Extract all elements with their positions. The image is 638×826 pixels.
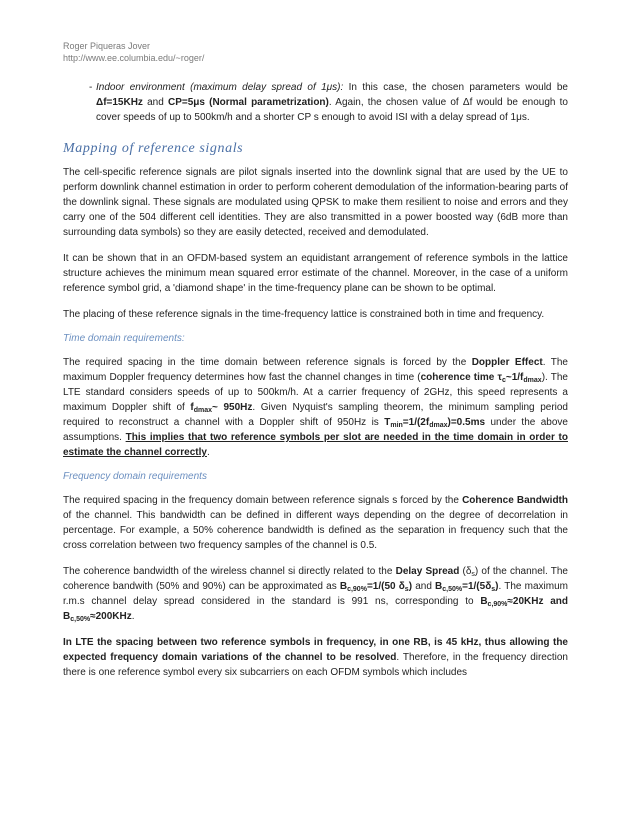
author-url[interactable]: http://www.ee.columbia.edu/~roger/ [63,53,205,63]
bullet-lead: Indoor environment (maximum delay spread of 1μs): [96,82,344,93]
time-domain-heading: Time domain requirements: [63,333,185,344]
paragraph-placing: The placing of these reference signals in the time-frequency lattice is constrained both in time and frequency. [63,309,545,320]
paragraph-coherence-bandwidth: The required spacing in the frequency domain between reference signals s forced by the Coherence Bandwidth of the channel. This bandwidth can be defined in different ways depending on the degree of decorrelation in percentage. For example, a 50% coherence bandwidth is defined as the separation in frequency such that the cross correlation between two frequency samples of the channel is 0.5. [63,495,568,551]
section-title: Mapping of reference signals [63,141,244,156]
bullet-dash: - [89,82,93,93]
paragraph-lte-spacing: In LTE the spacing between two reference symbols in frequency, in one RB, is 45 kHz, thus allowing the expected frequency domain variations of the channel to be resolved. Therefore, in the frequency direction there is one reference symbol every six subcarriers on each OFDM symbols which includes [63,637,568,678]
author-name: Roger Piqueras Jover [63,41,151,51]
paragraph-equidistant: It can be shown that in an OFDM-based system an equidistant arrangement of reference symbols in the lattice structure achieves the minimum mean squared error estimate of the channel. Moreover, in the case of a uniform reference symbol grid, a 'diamond shape' in the time-frequency plane can be shown to be optimal. [63,253,568,294]
document-page [63,40,568,680]
frequency-domain-heading: Frequency domain requirements [63,471,207,482]
paragraph-time-domain: The required spacing in the time domain between reference signals is forced by the Doppler Effect. The maximum Doppler frequency determines how fast the channel changes in time (coherence time $\tau_c\sim 1/f_{dmax}$). The LTE standard considers speeds of up to 500km/h. At a carrier frequency of 2GHz, this speed represents a maximum Doppler shift of $f_{dmax}\sim$ 950Hz. Given Nyquist's sampling theorem, the minimum sampling period required to reconstruct a channel with a Doppler shift of 950Hz is $T_{min}=1/(2f_{dmax})=0.5ms$ under the above assumptions. This implies that two reference symbols per slot are needed in the time domain in order to estimate the channel correctly. [63,357,568,458]
paragraph-delay-spread: The coherence bandwidth of the wireless channel si directly related to the Delay Spread $(\delta_s)$ of the channel. The coherence bandwith (50% and 90%) can be approximated as $B_{c,90\%}=1/(50$ $\delta_s$) and $B_{c,50\%}=1/(5\delta_s)$. The maximum r.m.s channel delay spread considered in the standard is 991 ns, corresponding to $B_{c,90\%}\approx 20KHz$ and $B_{c,50\%}\approx 200KHz$. [63,566,568,623]
bullet-indoor-environment: - Indoor environment (maximum delay spread of 1μs): In this case, the chosen parameters would be Δf=15KHz and CP=5μs (Normal parametrization). Again, the chosen value of Δf would be enough to cover speeds of up to 500km/h and a shorter CP s enough to avoid ISI with a delay spread of 1μs. [89,82,568,123]
paragraph-reference-signals: The cell-specific reference signals are pilot signals inserted into the downlink signal that are used by the UE to perform downlink channel estimation in order to perform coherent demodulation of the information-bearing parts of the downlink signal. These signals are modulated using QPSK to make them resilient to noise and errors and they carry one of the 504 different cell identities. They are also transmitted in a power boosted way (6dB more than surrounding data symbols) so they are easily detected, received and demodulated. [63,167,568,238]
